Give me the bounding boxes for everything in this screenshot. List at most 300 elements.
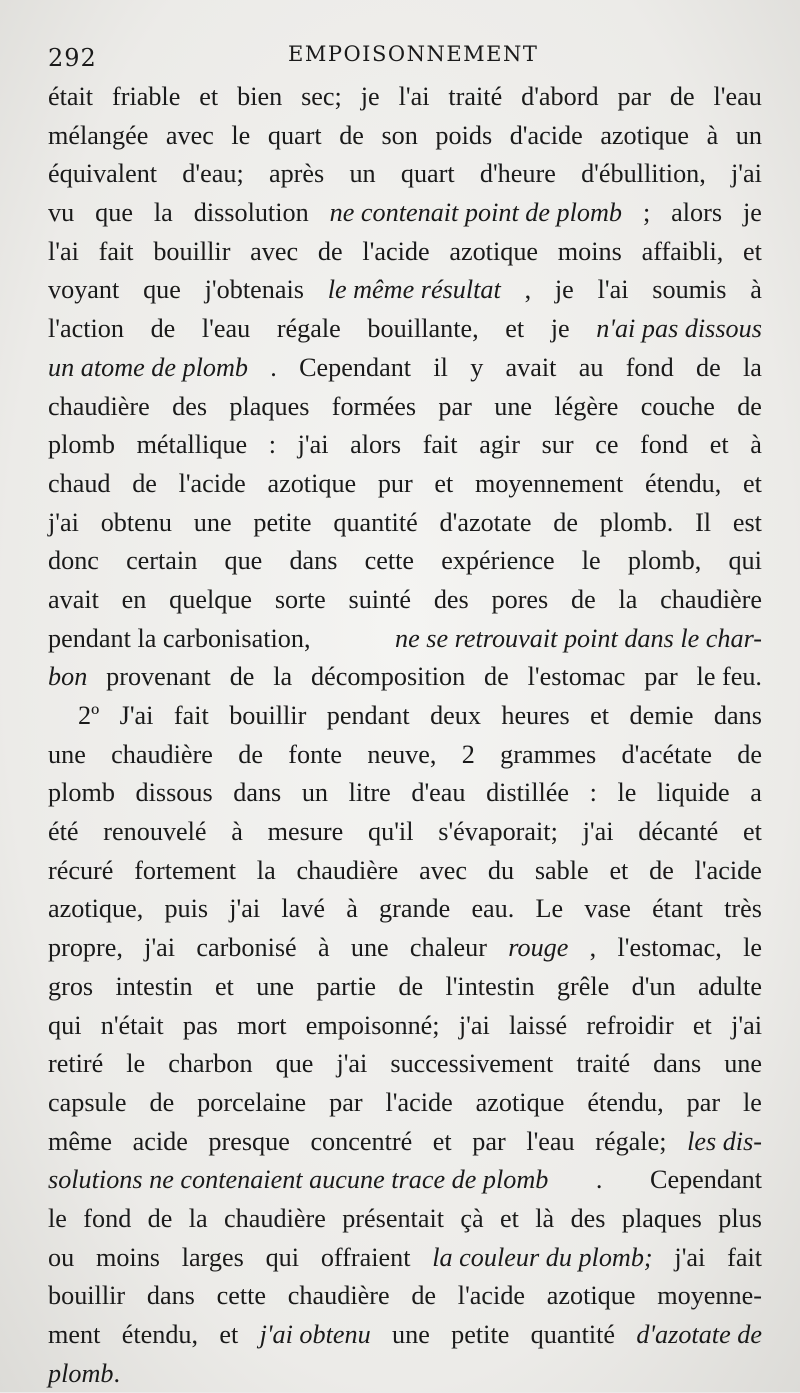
text-word: mélangée [48,120,149,150]
text-word: chaudière [48,391,150,421]
text-word: le [231,120,251,150]
text-word: de [669,82,695,111]
text-word: porcelaine [197,1087,307,1117]
text-word: fait [98,236,134,266]
text-word: régale; [595,1126,667,1156]
text-word: azotique [267,468,357,498]
text-line [48,968,762,1007]
text-line [48,658,762,697]
text-word: moyennement [474,468,624,498]
text-word: que [275,1049,314,1079]
text-word: et [434,468,454,498]
text-word: j'ai [674,1242,706,1272]
text-word: quantité [333,507,418,537]
text-word: j'ai [144,933,176,963]
text-word: fond [625,352,674,382]
text-word: la [273,662,293,692]
text-word: par [617,82,651,111]
text-word: liquide [656,778,730,808]
text-word: j'ai [229,894,261,924]
text-word: son [381,120,418,150]
text-word: le [48,1203,67,1233]
text-word: capsule [48,1087,127,1117]
text-word: renouvelé [103,817,207,847]
text-word: pas [182,1010,218,1040]
text-word: cette [364,546,415,576]
text-word: qui [265,1242,300,1272]
text-word: un [735,120,762,150]
text-word: refroidir [586,1010,674,1040]
text-line [48,774,762,813]
text-word: acide [132,1126,188,1156]
text-word: petite [253,507,312,537]
text-word: l'eau [713,82,762,111]
text-word: ce [595,430,619,460]
text-word: partie [316,971,376,1001]
text-word: une [724,1049,762,1079]
text-word: des [570,1203,606,1233]
text-word: carbonisé [196,933,297,963]
text-word: affaibli, [641,236,724,266]
text-word: de [553,507,578,537]
text-word: plaques [229,391,310,421]
text-line [48,310,762,349]
text-word: d'un [631,971,676,1001]
text-word: de [147,1203,173,1233]
text-word: l'acide [178,468,246,498]
text-line [48,1123,762,1162]
text-word: la [618,584,638,614]
text-line [48,542,762,581]
text-word: chaudière [224,1203,326,1233]
text-word: qui [728,546,762,576]
text-word: récuré [48,855,114,885]
text-word: la [742,352,762,382]
text-word: étendu, [644,468,722,498]
text-word: sable [534,855,589,885]
text-word: 2º [78,701,100,730]
text-word: . [270,352,277,382]
text-word: avec [165,120,214,150]
text-word: d'eau [411,778,466,808]
text-word: à [317,933,330,963]
text-word: l'estomac [527,662,626,692]
italic-text: solutions ne contenaient aucune trace de plomb [48,1165,549,1195]
text-word: bouillir [229,701,307,730]
text-line [48,581,762,620]
text-word: au [578,352,604,382]
text-word: je [550,314,570,344]
text-word: alors [671,198,723,228]
text-word: j'ai [336,1049,368,1079]
text-word: j'obtenais [204,275,304,305]
text-line [48,349,762,388]
text-word: azotique [475,1087,565,1117]
text-word: Cependant [649,1165,762,1195]
text-word: de [695,352,721,382]
text-word: équivalent [48,159,158,189]
text-word: décanté [638,817,719,847]
text-word: , [524,275,532,305]
text-word: j'ai [458,1010,490,1040]
text-word: voyant [48,275,120,305]
text-word: n'était [100,1010,164,1040]
text-word: propre, [48,933,123,963]
italic-text: plomb [48,1358,114,1388]
text-word: fond [640,430,689,460]
italic-text: ne se retrouvait point dans le char- [394,623,762,653]
italic-text: les dis- [687,1126,762,1156]
text-word: sorte [274,584,326,614]
text-word: offraient [320,1242,411,1272]
text-word: eau. [471,894,515,924]
text-word: gros [48,971,94,1001]
text-line [48,117,762,156]
text-line [48,426,762,465]
text-word: et [500,1203,519,1233]
text-word: chaleur [409,933,487,963]
text-word: un [349,159,376,189]
text-word: d'eau; [182,159,244,189]
text-word: certain [126,546,198,576]
text-word: 2 [461,739,475,769]
text-line [48,890,762,929]
text-word: J'ai [119,701,154,730]
text-word: retiré [48,1049,104,1079]
text-word: puis [164,894,209,924]
text-line [48,929,762,968]
text-word: la [256,855,276,885]
text-word: par [329,1087,363,1117]
text-line [48,271,762,310]
text-word: soumis [652,275,727,305]
text-word: de [149,1087,175,1117]
text-word: bien [237,82,283,111]
text-word: dans [146,1281,195,1311]
text-word: litre [348,778,391,808]
text-word: j'ai [297,430,329,460]
text-word: Le [535,894,564,924]
text-word: quart [267,120,322,150]
text-word: l'ai [398,82,430,111]
text-word: azotique [546,1281,636,1311]
text-word: fonte [288,739,343,769]
text-word: larges [181,1242,244,1272]
italic-text: la couleur du plomb; [432,1242,653,1272]
text-word: de [150,314,176,344]
text-line [48,504,762,543]
text-word: vu [48,198,75,228]
text-word: Il [695,507,712,537]
text-word: dissous [135,778,213,808]
text-word: l'acide [694,855,762,885]
text-word: traité [576,1049,631,1079]
text-word: une [350,933,389,963]
text-word: distillée [486,778,569,808]
italic-text: n'ai pas dissous [596,314,762,344]
text-word: agir [479,430,520,460]
text-word: et [505,314,525,344]
text-line [48,1316,762,1355]
text-word: dans [289,546,338,576]
text-word: régale [276,314,341,344]
text-word: et [743,236,762,266]
text-word: ment [48,1320,101,1349]
text-word: pur [377,468,413,498]
text-word: azotique, [48,894,144,924]
text-word: petite [451,1320,510,1349]
text-word: chaudière [660,584,762,614]
text-word: lavé [281,894,325,924]
text-word: azotique [449,236,539,266]
text-word: à [706,120,719,150]
text-word: intestin [115,971,193,1001]
text-word: de [317,236,343,266]
text-line [48,813,762,852]
text-word: dissolution [193,198,309,228]
text-word: et [219,1320,239,1349]
text-word: le [743,933,762,963]
text-word: est [732,507,762,537]
text-line [48,852,762,891]
text-word: le [617,778,637,808]
text-word: mort [237,1010,287,1040]
text-word: moins [95,1242,160,1272]
text-word: à [750,430,762,460]
text-line [48,388,762,427]
text-word: bouillir [48,1281,126,1311]
text-word: de [484,662,509,692]
text-word: formées [331,391,417,421]
text-word: ou [48,1242,75,1272]
italic-text: j'ai obtenu [259,1320,371,1349]
text-word: d'heure [479,159,556,189]
text-word: d'acide [509,120,583,150]
text-word: et [709,430,729,460]
text-word: bouillir [153,236,231,266]
text-word: presque [208,1126,290,1156]
text-line [48,1007,762,1046]
text-word: , [589,933,597,963]
text-word: métallique [136,430,248,460]
text-word: l'eau [201,314,251,344]
text-word: ; [642,198,651,228]
text-word: . [595,1165,603,1195]
italic-text: un atome de plomb [48,352,249,382]
running-head: EMPOISONNEMENT [288,42,539,66]
text-word: obtenu [100,507,172,537]
text-word: bouillante, [367,314,479,344]
text-line [48,233,762,272]
text-word: il [433,352,448,382]
text-word: des [172,391,208,421]
text-word: de [411,1281,437,1311]
text-word: des [433,584,469,614]
text-word: dans [653,1049,702,1079]
text-word: deux [430,701,481,730]
text-line [48,1239,762,1278]
text-word: l'acide [457,1281,526,1311]
text-word: plomb. [599,507,674,537]
text-word: par [472,1126,506,1156]
text-word: à [231,817,243,847]
text-word: l'ai [48,236,79,266]
text-word: l'action [48,314,124,344]
text-word: plomb [48,778,115,808]
text-word: le [743,1087,762,1117]
text-word: de [339,120,364,150]
italic-text: bon [48,662,88,692]
text-word: une [494,391,533,421]
text-word: et [692,1010,712,1040]
text-word: de [132,468,157,498]
text-line [48,465,762,504]
text-word: d'abord [521,82,599,111]
text-word: avec [419,855,468,885]
text-word: et [742,468,762,498]
text-word: qu'il [368,817,414,847]
text-word: légère [554,391,619,421]
text-word: que [143,275,181,305]
text-word: expérience [441,546,555,576]
text-word: j'ai [48,507,79,537]
text-word: plomb, [627,546,702,576]
text-word: Cependant [299,352,412,382]
text-word: plus [718,1203,762,1233]
text-word: moins [557,236,622,266]
text-word: le feu. [696,662,762,692]
text-word: du [487,855,515,885]
text-word: même [48,1126,112,1156]
text-word: avait [48,584,99,614]
text-word: : [268,430,276,460]
text-word: là [535,1203,555,1233]
text-word: : [589,778,597,808]
text-word: çà [460,1203,484,1233]
text-word: adulte [697,971,762,1001]
text-word: en [121,584,147,614]
text-word: d'acétate [621,739,712,769]
text-word: pendant la carbonisation, [48,623,311,653]
text-word: d'azotate [439,507,532,537]
text-word: je [743,198,762,228]
text-word: fait [422,430,458,460]
text-word: vase [584,894,631,924]
text-word: de [398,971,424,1001]
text-word: cette [216,1281,267,1311]
text-line [48,194,762,233]
text-word: quantité [530,1320,616,1349]
italic-text: ne contenait point de plomb [329,198,622,228]
text-word: demie [629,701,694,730]
italic-text: d'azotate de [636,1320,762,1349]
text-word: fond [83,1203,132,1233]
text-word: le [581,546,601,576]
text-word: je [360,82,380,111]
text-word: successivement [390,1049,554,1079]
text-word: plaques [621,1203,702,1233]
text-word: étendu, [121,1320,199,1349]
text-word: une [48,739,86,769]
text-word: friable [112,82,181,111]
text-word: dans [713,701,762,730]
text-word: quelque [169,584,253,614]
text-word: par [644,662,678,692]
text-word: grande [379,894,451,924]
text-word: grêle [556,971,610,1001]
text-word: quart [400,159,455,189]
text-line [48,697,762,736]
text-word: pores [491,584,549,614]
text-word: chaudière [296,855,399,885]
text-word: une [193,507,232,537]
text-word: fortement [134,855,236,885]
text-word: je [554,275,574,305]
text-word: . [113,1358,121,1388]
text-word: et [742,817,762,847]
text-line [48,1200,762,1239]
text-word: que [224,546,263,576]
text-word: étendu, [587,1087,664,1117]
text-word: l'acide [385,1087,453,1117]
text-word: a [750,778,762,808]
text-line [48,620,762,659]
text-word: avait [505,352,557,382]
text-word: plomb [48,430,115,460]
text-word: sec; [301,82,342,111]
text-word: un [301,778,329,808]
text-word: une [392,1320,430,1349]
text-word: j'ai [731,159,762,189]
text-word: après [268,159,325,189]
text-word: et [432,1126,452,1156]
text-word: l'ai [597,275,629,305]
text-word: laissé [508,1010,568,1040]
text-word: suinté [348,584,412,614]
text-word: chaudière [287,1281,390,1311]
text-word: par [438,391,472,421]
text-word: fait [173,701,209,730]
text-word: à [346,894,358,924]
text-word: donc [48,546,99,576]
text-word: qui [48,1010,82,1040]
text-word: s'évaporait; [438,817,558,847]
text-word: de [737,739,762,769]
text-line [48,1045,762,1084]
text-word: pendant [326,701,410,730]
text-word: de [571,584,596,614]
text-word: grammes [500,739,597,769]
text-word: l'eau [526,1126,575,1156]
page-number: 292 [48,44,97,72]
text-word: empoisonné; [305,1010,440,1040]
page-header [48,38,760,72]
text-word: chaudière [111,739,213,769]
text-word: de [229,662,255,692]
text-word: très [724,894,762,924]
text-word: alors [350,430,402,460]
text-word: de [737,391,762,421]
text-word: l'estomac, [617,933,722,963]
text-word: couche [640,391,715,421]
text-word: le [126,1049,146,1079]
text-word: étant [652,894,703,924]
text-word: de [649,855,674,885]
text-word: chaud [48,468,111,498]
text-word: et [590,701,610,730]
italic-text: rouge [508,933,569,963]
text-word: été [48,817,79,847]
